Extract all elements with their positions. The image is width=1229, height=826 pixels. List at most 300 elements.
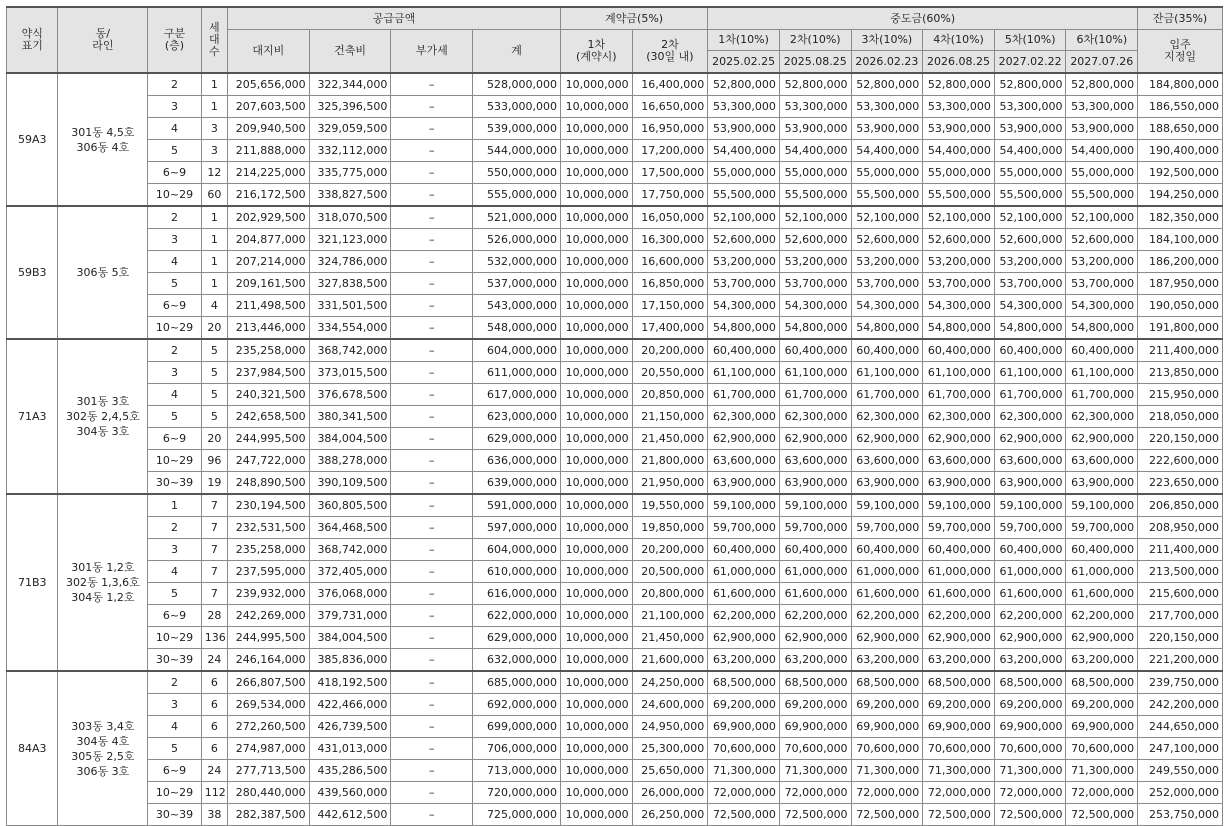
vat-cell: – bbox=[391, 450, 473, 472]
middle-payment-cell: 55,000,000 bbox=[779, 162, 851, 184]
floor-cell: 2 bbox=[148, 73, 201, 96]
table-row bbox=[7, 118, 1223, 140]
contract-2-cell: 21,800,000 bbox=[632, 450, 708, 472]
units-cell: 7 bbox=[201, 494, 227, 517]
middle-payment-cell: 54,800,000 bbox=[923, 317, 995, 340]
total-cell: 639,000,000 bbox=[473, 472, 561, 495]
middle-payment-cell: 53,700,000 bbox=[1066, 273, 1138, 295]
vat-cell: – bbox=[391, 317, 473, 340]
floor-cell: 5 bbox=[148, 273, 201, 295]
table-row bbox=[7, 73, 1223, 96]
vat-cell: – bbox=[391, 384, 473, 406]
middle-payment-cell: 53,200,000 bbox=[779, 251, 851, 273]
balance-cell: 190,050,000 bbox=[1138, 295, 1223, 317]
middle-payment-cell: 69,900,000 bbox=[708, 716, 780, 738]
vat-cell: – bbox=[391, 627, 473, 649]
header-abbr-text: 약식 표기 bbox=[21, 27, 43, 52]
building-cell: 439,560,000 bbox=[309, 782, 391, 804]
table-row bbox=[7, 494, 1223, 517]
floor-cell: 4 bbox=[148, 251, 201, 273]
middle-payment-cell: 63,200,000 bbox=[994, 649, 1066, 672]
total-cell: 543,000,000 bbox=[473, 295, 561, 317]
middle-payment-cell: 62,900,000 bbox=[779, 627, 851, 649]
middle-payment-cell: 52,600,000 bbox=[923, 229, 995, 251]
table-row bbox=[7, 339, 1223, 362]
units-cell: 1 bbox=[201, 273, 227, 295]
middle-payment-cell: 54,400,000 bbox=[1066, 140, 1138, 162]
contract-2-cell: 20,550,000 bbox=[632, 362, 708, 384]
total-cell: 617,000,000 bbox=[473, 384, 561, 406]
land-cell: 237,595,000 bbox=[227, 561, 309, 583]
balance-cell: 220,150,000 bbox=[1138, 428, 1223, 450]
balance-cell: 223,650,000 bbox=[1138, 472, 1223, 495]
floor-cell: 3 bbox=[148, 362, 201, 384]
building-cell: 321,123,000 bbox=[309, 229, 391, 251]
header-mid-1: 1차(10%) bbox=[708, 30, 780, 51]
contract-2-cell: 21,450,000 bbox=[632, 428, 708, 450]
contract-1-cell: 10,000,000 bbox=[560, 649, 632, 672]
floor-cell: 2 bbox=[148, 206, 201, 229]
middle-payment-cell: 54,800,000 bbox=[851, 317, 923, 340]
header-mid-6: 6차(10%) bbox=[1066, 30, 1138, 51]
contract-1-cell: 10,000,000 bbox=[560, 494, 632, 517]
middle-payment-cell: 71,300,000 bbox=[708, 760, 780, 782]
total-cell: 533,000,000 bbox=[473, 96, 561, 118]
middle-payment-cell: 61,700,000 bbox=[923, 384, 995, 406]
header-middle: 중도금(60%) bbox=[708, 7, 1138, 30]
middle-payment-cell: 60,400,000 bbox=[708, 339, 780, 362]
middle-payment-cell: 52,100,000 bbox=[708, 206, 780, 229]
contract-2-cell: 25,300,000 bbox=[632, 738, 708, 760]
units-cell: 5 bbox=[201, 362, 227, 384]
dong-line-cell: 301동 3호 302동 2,4,5호 304동 3호 bbox=[58, 339, 148, 494]
dong-line-cell: 303동 3,4호 304동 4호 305동 2,5호 306동 3호 bbox=[58, 671, 148, 826]
contract-2-cell: 16,950,000 bbox=[632, 118, 708, 140]
balance-cell: 252,000,000 bbox=[1138, 782, 1223, 804]
middle-payment-cell: 53,700,000 bbox=[779, 273, 851, 295]
contract-1-cell: 10,000,000 bbox=[560, 472, 632, 495]
middle-payment-cell: 61,600,000 bbox=[779, 583, 851, 605]
building-cell: 324,786,000 bbox=[309, 251, 391, 273]
land-cell: 214,225,000 bbox=[227, 162, 309, 184]
middle-payment-cell: 52,100,000 bbox=[994, 206, 1066, 229]
contract-2-cell: 16,650,000 bbox=[632, 96, 708, 118]
middle-payment-cell: 63,600,000 bbox=[923, 450, 995, 472]
middle-payment-cell: 53,900,000 bbox=[1066, 118, 1138, 140]
middle-payment-cell: 52,100,000 bbox=[1066, 206, 1138, 229]
balance-cell: 242,200,000 bbox=[1138, 694, 1223, 716]
middle-payment-cell: 52,600,000 bbox=[994, 229, 1066, 251]
middle-payment-cell: 62,300,000 bbox=[923, 406, 995, 428]
middle-payment-cell: 72,500,000 bbox=[1066, 804, 1138, 826]
balance-cell: 247,100,000 bbox=[1138, 738, 1223, 760]
middle-payment-cell: 60,400,000 bbox=[779, 539, 851, 561]
total-cell: 611,000,000 bbox=[473, 362, 561, 384]
header-units-text: 세 대 수 bbox=[209, 21, 220, 58]
middle-payment-cell: 72,500,000 bbox=[994, 804, 1066, 826]
middle-payment-cell: 53,200,000 bbox=[994, 251, 1066, 273]
middle-payment-cell: 70,600,000 bbox=[1066, 738, 1138, 760]
vat-cell: – bbox=[391, 339, 473, 362]
contract-1-cell: 10,000,000 bbox=[560, 517, 632, 539]
contract-1-cell: 10,000,000 bbox=[560, 162, 632, 184]
balance-cell: 194,250,000 bbox=[1138, 184, 1223, 207]
type-cell: 59A3 bbox=[7, 73, 58, 206]
middle-payment-cell: 71,300,000 bbox=[851, 760, 923, 782]
middle-payment-cell: 61,000,000 bbox=[851, 561, 923, 583]
middle-payment-cell: 61,000,000 bbox=[779, 561, 851, 583]
land-cell: 282,387,500 bbox=[227, 804, 309, 826]
middle-payment-cell: 69,200,000 bbox=[994, 694, 1066, 716]
units-cell: 6 bbox=[201, 738, 227, 760]
balance-cell: 187,950,000 bbox=[1138, 273, 1223, 295]
middle-payment-cell: 60,400,000 bbox=[1066, 539, 1138, 561]
table-row bbox=[7, 583, 1223, 605]
middle-payment-cell: 69,200,000 bbox=[779, 694, 851, 716]
middle-payment-cell: 54,800,000 bbox=[779, 317, 851, 340]
building-cell: 368,742,000 bbox=[309, 539, 391, 561]
table-row bbox=[7, 782, 1223, 804]
units-cell: 7 bbox=[201, 539, 227, 561]
middle-payment-cell: 53,300,000 bbox=[1066, 96, 1138, 118]
contract-2-cell: 26,250,000 bbox=[632, 804, 708, 826]
building-cell: 335,775,000 bbox=[309, 162, 391, 184]
table-row bbox=[7, 694, 1223, 716]
contract-2-cell: 24,250,000 bbox=[632, 671, 708, 694]
table-row bbox=[7, 517, 1223, 539]
middle-payment-cell: 62,200,000 bbox=[708, 605, 780, 627]
balance-cell: 182,350,000 bbox=[1138, 206, 1223, 229]
table-header bbox=[7, 7, 1223, 73]
balance-cell: 213,850,000 bbox=[1138, 362, 1223, 384]
middle-payment-cell: 59,100,000 bbox=[1066, 494, 1138, 517]
dong-line-cell: 301동 1,2호 302동 1,3,6호 304동 1,2호 bbox=[58, 494, 148, 671]
middle-payment-cell: 72,000,000 bbox=[923, 782, 995, 804]
balance-cell: 218,050,000 bbox=[1138, 406, 1223, 428]
middle-payment-cell: 54,300,000 bbox=[779, 295, 851, 317]
middle-payment-cell: 60,400,000 bbox=[779, 339, 851, 362]
middle-payment-cell: 62,200,000 bbox=[779, 605, 851, 627]
total-cell: 629,000,000 bbox=[473, 428, 561, 450]
middle-payment-cell: 52,600,000 bbox=[851, 229, 923, 251]
middle-payment-cell: 60,400,000 bbox=[923, 339, 995, 362]
middle-payment-cell: 62,900,000 bbox=[708, 428, 780, 450]
middle-payment-cell: 54,300,000 bbox=[1066, 295, 1138, 317]
units-cell: 136 bbox=[201, 627, 227, 649]
vat-cell: – bbox=[391, 428, 473, 450]
header-building: 건축비 bbox=[309, 30, 391, 74]
building-cell: 325,396,500 bbox=[309, 96, 391, 118]
middle-payment-cell: 61,600,000 bbox=[851, 583, 923, 605]
middle-payment-cell: 69,200,000 bbox=[923, 694, 995, 716]
type-cell: 71A3 bbox=[7, 339, 58, 494]
middle-payment-cell: 63,600,000 bbox=[708, 450, 780, 472]
middle-payment-cell: 61,100,000 bbox=[1066, 362, 1138, 384]
middle-payment-cell: 60,400,000 bbox=[1066, 339, 1138, 362]
contract-2-cell: 19,850,000 bbox=[632, 517, 708, 539]
floor-cell: 6~9 bbox=[148, 760, 201, 782]
middle-payment-cell: 63,900,000 bbox=[1066, 472, 1138, 495]
middle-payment-cell: 55,000,000 bbox=[708, 162, 780, 184]
middle-payment-cell: 53,700,000 bbox=[708, 273, 780, 295]
middle-payment-cell: 63,900,000 bbox=[779, 472, 851, 495]
middle-payment-cell: 61,100,000 bbox=[923, 362, 995, 384]
middle-payment-cell: 61,000,000 bbox=[1066, 561, 1138, 583]
total-cell: 604,000,000 bbox=[473, 539, 561, 561]
middle-payment-cell: 63,200,000 bbox=[708, 649, 780, 672]
contract-2-cell: 21,150,000 bbox=[632, 406, 708, 428]
type-cell: 71B3 bbox=[7, 494, 58, 671]
header-mid-date-4: 2026.08.25 bbox=[923, 51, 995, 74]
contract-1-cell: 10,000,000 bbox=[560, 406, 632, 428]
building-cell: 334,554,000 bbox=[309, 317, 391, 340]
building-cell: 431,013,000 bbox=[309, 738, 391, 760]
land-cell: 209,940,500 bbox=[227, 118, 309, 140]
contract-2-cell: 21,600,000 bbox=[632, 649, 708, 672]
balance-cell: 213,500,000 bbox=[1138, 561, 1223, 583]
middle-payment-cell: 55,000,000 bbox=[1066, 162, 1138, 184]
total-cell: 610,000,000 bbox=[473, 561, 561, 583]
table-row bbox=[7, 295, 1223, 317]
floor-cell: 10~29 bbox=[148, 450, 201, 472]
contract-2-cell: 24,950,000 bbox=[632, 716, 708, 738]
land-cell: 237,984,500 bbox=[227, 362, 309, 384]
total-cell: 699,000,000 bbox=[473, 716, 561, 738]
middle-payment-cell: 61,600,000 bbox=[923, 583, 995, 605]
header-mid-3: 3차(10%) bbox=[851, 30, 923, 51]
contract-2-cell: 19,550,000 bbox=[632, 494, 708, 517]
land-cell: 277,713,500 bbox=[227, 760, 309, 782]
middle-payment-cell: 54,400,000 bbox=[779, 140, 851, 162]
vat-cell: – bbox=[391, 273, 473, 295]
middle-payment-cell: 55,500,000 bbox=[994, 184, 1066, 207]
balance-cell: 190,400,000 bbox=[1138, 140, 1223, 162]
header-mid-date-3: 2026.02.23 bbox=[851, 51, 923, 74]
header-mid-date-6: 2027.07.26 bbox=[1066, 51, 1138, 74]
vat-cell: – bbox=[391, 229, 473, 251]
contract-2-cell: 21,450,000 bbox=[632, 627, 708, 649]
units-cell: 28 bbox=[201, 605, 227, 627]
total-cell: 591,000,000 bbox=[473, 494, 561, 517]
floor-cell: 2 bbox=[148, 671, 201, 694]
middle-payment-cell: 53,200,000 bbox=[708, 251, 780, 273]
middle-payment-cell: 68,500,000 bbox=[708, 671, 780, 694]
middle-payment-cell: 62,200,000 bbox=[1066, 605, 1138, 627]
middle-payment-cell: 61,100,000 bbox=[708, 362, 780, 384]
middle-payment-cell: 71,300,000 bbox=[994, 760, 1066, 782]
building-cell: 360,805,500 bbox=[309, 494, 391, 517]
land-cell: 230,194,500 bbox=[227, 494, 309, 517]
building-cell: 385,836,000 bbox=[309, 649, 391, 672]
middle-payment-cell: 55,500,000 bbox=[923, 184, 995, 207]
middle-payment-cell: 53,300,000 bbox=[779, 96, 851, 118]
units-cell: 1 bbox=[201, 206, 227, 229]
vat-cell: – bbox=[391, 782, 473, 804]
land-cell: 246,164,000 bbox=[227, 649, 309, 672]
land-cell: 244,995,500 bbox=[227, 627, 309, 649]
building-cell: 376,068,000 bbox=[309, 583, 391, 605]
building-cell: 388,278,000 bbox=[309, 450, 391, 472]
units-cell: 7 bbox=[201, 517, 227, 539]
vat-cell: – bbox=[391, 494, 473, 517]
balance-cell: 215,600,000 bbox=[1138, 583, 1223, 605]
vat-cell: – bbox=[391, 583, 473, 605]
contract-2-cell: 20,200,000 bbox=[632, 539, 708, 561]
land-cell: 266,807,500 bbox=[227, 671, 309, 694]
middle-payment-cell: 52,800,000 bbox=[708, 73, 780, 96]
middle-payment-cell: 62,300,000 bbox=[779, 406, 851, 428]
middle-payment-cell: 63,600,000 bbox=[994, 450, 1066, 472]
floor-cell: 3 bbox=[148, 694, 201, 716]
table-row bbox=[7, 671, 1223, 694]
middle-payment-cell: 69,900,000 bbox=[779, 716, 851, 738]
units-cell: 60 bbox=[201, 184, 227, 207]
middle-payment-cell: 62,900,000 bbox=[851, 627, 923, 649]
contract-1-cell: 10,000,000 bbox=[560, 716, 632, 738]
header-dong-line bbox=[58, 7, 148, 73]
building-cell: 372,405,000 bbox=[309, 561, 391, 583]
middle-payment-cell: 55,500,000 bbox=[1066, 184, 1138, 207]
balance-cell: 215,950,000 bbox=[1138, 384, 1223, 406]
middle-payment-cell: 55,000,000 bbox=[923, 162, 995, 184]
balance-cell: 217,700,000 bbox=[1138, 605, 1223, 627]
middle-payment-cell: 53,900,000 bbox=[779, 118, 851, 140]
contract-1-cell: 10,000,000 bbox=[560, 317, 632, 340]
balance-cell: 184,800,000 bbox=[1138, 73, 1223, 96]
middle-payment-cell: 63,600,000 bbox=[851, 450, 923, 472]
land-cell: 213,446,000 bbox=[227, 317, 309, 340]
total-cell: 521,000,000 bbox=[473, 206, 561, 229]
building-cell: 442,612,500 bbox=[309, 804, 391, 826]
contract-1-cell: 10,000,000 bbox=[560, 428, 632, 450]
contract-2-cell: 20,200,000 bbox=[632, 339, 708, 362]
middle-payment-cell: 62,900,000 bbox=[1066, 428, 1138, 450]
land-cell: 240,321,500 bbox=[227, 384, 309, 406]
table-row bbox=[7, 406, 1223, 428]
building-cell: 376,678,500 bbox=[309, 384, 391, 406]
building-cell: 318,070,500 bbox=[309, 206, 391, 229]
contract-2-cell: 20,800,000 bbox=[632, 583, 708, 605]
land-cell: 232,531,500 bbox=[227, 517, 309, 539]
table-row bbox=[7, 760, 1223, 782]
floor-cell: 6~9 bbox=[148, 605, 201, 627]
vat-cell: – bbox=[391, 140, 473, 162]
floor-cell: 3 bbox=[148, 229, 201, 251]
contract-1-cell: 10,000,000 bbox=[560, 804, 632, 826]
units-cell: 20 bbox=[201, 428, 227, 450]
floor-cell: 5 bbox=[148, 738, 201, 760]
header-total: 계 bbox=[473, 30, 561, 74]
middle-payment-cell: 72,000,000 bbox=[994, 782, 1066, 804]
middle-payment-cell: 59,100,000 bbox=[708, 494, 780, 517]
total-cell: 537,000,000 bbox=[473, 273, 561, 295]
units-cell: 6 bbox=[201, 671, 227, 694]
building-cell: 418,192,500 bbox=[309, 671, 391, 694]
middle-payment-cell: 54,300,000 bbox=[994, 295, 1066, 317]
contract-1-cell: 10,000,000 bbox=[560, 140, 632, 162]
contract-1-cell: 10,000,000 bbox=[560, 583, 632, 605]
land-cell: 269,534,000 bbox=[227, 694, 309, 716]
table-row bbox=[7, 649, 1223, 672]
balance-cell: 188,650,000 bbox=[1138, 118, 1223, 140]
dong-line-cell: 301동 4,5호 306동 4호 bbox=[58, 73, 148, 206]
floor-cell: 4 bbox=[148, 118, 201, 140]
units-cell: 6 bbox=[201, 694, 227, 716]
contract-1-cell: 10,000,000 bbox=[560, 738, 632, 760]
total-cell: 544,000,000 bbox=[473, 140, 561, 162]
contract-1-cell: 10,000,000 bbox=[560, 96, 632, 118]
middle-payment-cell: 54,300,000 bbox=[708, 295, 780, 317]
middle-payment-cell: 59,100,000 bbox=[851, 494, 923, 517]
middle-payment-cell: 68,500,000 bbox=[851, 671, 923, 694]
middle-payment-cell: 62,900,000 bbox=[851, 428, 923, 450]
units-cell: 1 bbox=[201, 251, 227, 273]
total-cell: 532,000,000 bbox=[473, 251, 561, 273]
middle-payment-cell: 53,200,000 bbox=[923, 251, 995, 273]
middle-payment-cell: 54,400,000 bbox=[994, 140, 1066, 162]
land-cell: 235,258,000 bbox=[227, 539, 309, 561]
total-cell: 539,000,000 bbox=[473, 118, 561, 140]
contract-2-cell: 26,000,000 bbox=[632, 782, 708, 804]
table-row bbox=[7, 428, 1223, 450]
middle-payment-cell: 59,700,000 bbox=[1066, 517, 1138, 539]
balance-cell: 244,650,000 bbox=[1138, 716, 1223, 738]
vat-cell: – bbox=[391, 472, 473, 495]
vat-cell: – bbox=[391, 561, 473, 583]
floor-cell: 30~39 bbox=[148, 804, 201, 826]
balance-cell: 186,550,000 bbox=[1138, 96, 1223, 118]
building-cell: 373,015,500 bbox=[309, 362, 391, 384]
table-row bbox=[7, 362, 1223, 384]
contract-2-cell: 21,950,000 bbox=[632, 472, 708, 495]
middle-payment-cell: 69,900,000 bbox=[994, 716, 1066, 738]
header-mid-date-5: 2027.02.22 bbox=[994, 51, 1066, 74]
middle-payment-cell: 68,500,000 bbox=[1066, 671, 1138, 694]
table-body bbox=[7, 73, 1223, 826]
contract-1-cell: 10,000,000 bbox=[560, 561, 632, 583]
middle-payment-cell: 53,300,000 bbox=[994, 96, 1066, 118]
floor-cell: 10~29 bbox=[148, 317, 201, 340]
middle-payment-cell: 72,000,000 bbox=[851, 782, 923, 804]
building-cell: 380,341,500 bbox=[309, 406, 391, 428]
middle-payment-cell: 61,700,000 bbox=[851, 384, 923, 406]
building-cell: 422,466,000 bbox=[309, 694, 391, 716]
price-table bbox=[6, 6, 1223, 826]
building-cell: 368,742,000 bbox=[309, 339, 391, 362]
middle-payment-cell: 70,600,000 bbox=[994, 738, 1066, 760]
header-balance: 잔금(35%) bbox=[1138, 7, 1223, 30]
middle-payment-cell: 61,100,000 bbox=[851, 362, 923, 384]
middle-payment-cell: 60,400,000 bbox=[851, 539, 923, 561]
middle-payment-cell: 59,100,000 bbox=[923, 494, 995, 517]
middle-payment-cell: 71,300,000 bbox=[923, 760, 995, 782]
units-cell: 1 bbox=[201, 73, 227, 96]
header-units bbox=[201, 7, 227, 73]
units-cell: 5 bbox=[201, 384, 227, 406]
middle-payment-cell: 52,600,000 bbox=[779, 229, 851, 251]
vat-cell: – bbox=[391, 406, 473, 428]
middle-payment-cell: 60,400,000 bbox=[851, 339, 923, 362]
floor-cell: 10~29 bbox=[148, 782, 201, 804]
table-row bbox=[7, 716, 1223, 738]
middle-payment-cell: 52,100,000 bbox=[779, 206, 851, 229]
land-cell: 207,214,000 bbox=[227, 251, 309, 273]
land-cell: 247,722,000 bbox=[227, 450, 309, 472]
table-row bbox=[7, 472, 1223, 495]
middle-payment-cell: 60,400,000 bbox=[994, 539, 1066, 561]
balance-cell: 186,200,000 bbox=[1138, 251, 1223, 273]
middle-payment-cell: 63,200,000 bbox=[1066, 649, 1138, 672]
